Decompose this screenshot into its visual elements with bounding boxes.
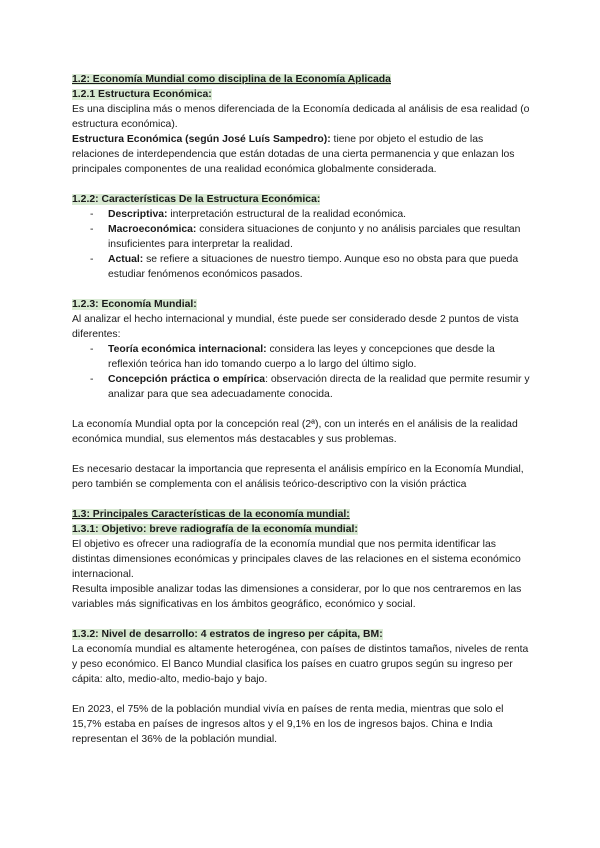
viewpoints-list [72, 342, 532, 402]
section-1-2-3-heading: 1.2.3: Economía Mundial: [72, 299, 197, 310]
paragraph-empirical-analysis: Es necesario destacar la importancia que representa el análisis empírico en la Economía Mundial, pero también se complementa con el análisis teórico-descriptivo con la visión práctica [72, 464, 524, 490]
list-item: - Concepción práctica o empírica: observación directa de la realidad que permite resumir y analizar para que sea adecuadamente conocida. [90, 374, 530, 400]
list-item: - Actual: se refiere a situaciones de nuestro tiempo. Aunque eso no obsta para que pueda estudiar fenómenos económicos pasados. [90, 254, 519, 280]
list-item: - Teoría económica internacional: considera las leyes y concepciones que desde la reflexión teórica han ido tomando cuerpo a lo largo del último siglo. [90, 344, 495, 370]
section-1-2-2-heading: 1.2.2: Características De la Estructura Económica: [72, 194, 321, 205]
paragraph-structure-definition: Es una disciplina más o menos diferenciada de la Economía dedicada al análisis de esa realidad (o estructura económica). [72, 104, 530, 130]
section-1-3-heading: 1.3: Principales Características de la economía mundial: [72, 509, 350, 520]
paragraph-real-conception: La economía Mundial opta por la concepción real (2ª), con un interés en el análisis de la realidad económica mundial, sus elementos más destacables y sus problemas. [72, 419, 518, 445]
characteristics-list [72, 207, 532, 282]
document-page [72, 72, 532, 747]
paragraph-sampedro-definition: Estructura Económica (según José Luís Sampedro): tiene por objeto el estudio de las relaciones de interdependencia que están dotadas de una cierta permanencia y que enlazan los principales componentes de una realidad económica globalmente considerada. [72, 134, 515, 175]
paragraph-viewpoints-intro: Al analizar el hecho internacional y mundial, éste puede ser considerado desde 2 puntos de vista diferentes: [72, 314, 519, 340]
section-1-3-1-heading: 1.3.1: Objetivo: breve radiografía de la economía mundial: [72, 524, 358, 535]
paragraph-objective: El objetivo es ofrecer una radiografía de la economía mundial que nos permita identificar las distintas dimensiones económicas y principales claves de las relaciones en el sistema económico internacional. [72, 539, 521, 580]
paragraph-population-2023: En 2023, el 75% de la población mundial vivía en países de renta media, mientras que solo el 15,7% estaba en países de ingresos altos y el 9,1% en los de ingresos bajos. China e India representan el 36% de la población mundial. [72, 704, 504, 745]
paragraph-heterogeneity: La economía mundial es altamente heterogénea, con países de distintos tamaños, niveles de renta y peso económico. El Banco Mundial clasifica los países en cuatro grupos según su ingreso per cápita: alto, medio-alto, medio-bajo y bajo. [72, 644, 529, 685]
section-1-3-2-heading: 1.3.2: Nivel de desarrollo: 4 estratos de ingreso per cápita, BM: [72, 629, 383, 640]
section-1-2-1-heading: 1.2.1 Estructura Económica: [72, 89, 212, 100]
list-item: - Macroeconómica: considera situaciones de conjunto y no análisis parciales que resultan insuficientes para interpretar la realidad. [90, 224, 521, 250]
list-item: - Descriptiva: interpretación estructural de la realidad económica. [90, 209, 407, 220]
paragraph-variables: Resulta imposible analizar todas las dimensiones a considerar, por lo que nos centraremos en las variables más significativas en los ámbitos geográfico, económico y social. [72, 584, 522, 610]
section-1-2-heading: 1.2: Economía Mundial como disciplina de la Economía Aplicada [72, 74, 391, 85]
